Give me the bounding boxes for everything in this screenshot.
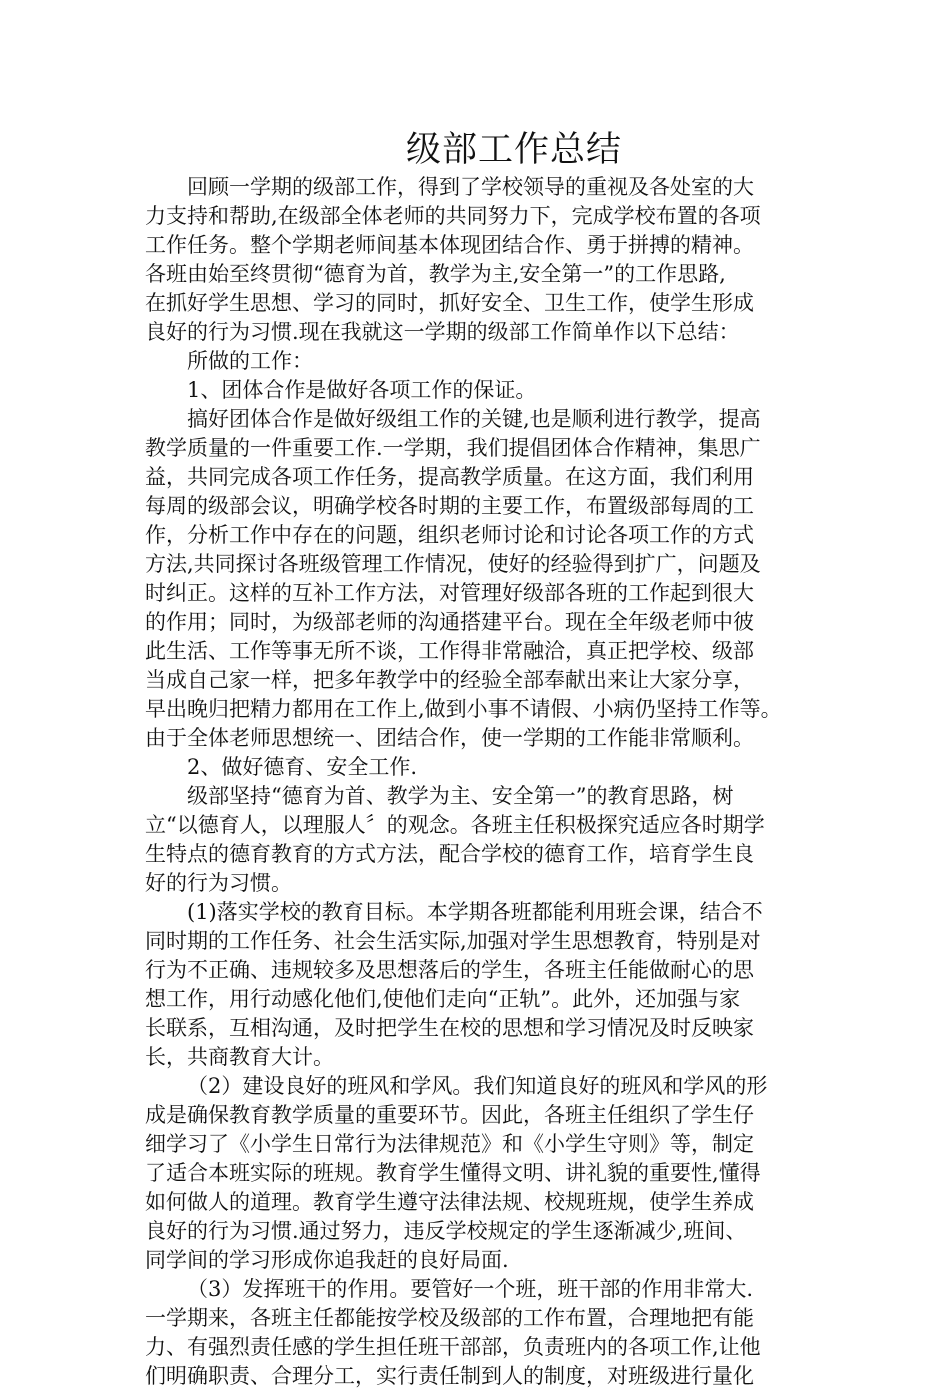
- text-line: 由于全体老师思想统一、团结合作，使一学期的工作能非常顺利。: [145, 726, 754, 750]
- text-line: 立“以德育人，以理服人〞的观念。各班主任积极探究适应各时期学: [145, 813, 765, 837]
- text-line: 一学期来，各班主任都能按学校及级部的工作布置，合理地把有能: [145, 1306, 754, 1330]
- text-line: 早出晚归把精力都用在工作上,做到小事不请假、小病仍坚持工作等。: [145, 697, 782, 721]
- text-line: 回顾一学期的级部工作，得到了学校领导的重视及各处室的大: [187, 175, 754, 199]
- document-title: 级部工作总结: [405, 130, 622, 170]
- text-line: 时纠正。这样的互补工作方法，对管理好级部各班的工作起到很大: [145, 581, 754, 605]
- text-line: 教学质量的一件重要工作.一学期，我们提倡团体合作精神，集思广: [145, 436, 761, 460]
- text-line: 作，分析工作中存在的问题，组织老师讨论和讨论各项工作的方式: [145, 523, 754, 547]
- text-line: 每周的级部会议，明确学校各时期的主要工作，布置级部每周的工: [145, 494, 754, 518]
- text-line: 的作用；同时，为级部老师的沟通搭建平台。现在全年级老师中彼: [145, 610, 754, 634]
- text-line: 们明确职责、合理分工，实行责任制到人的制度，对班级进行量化: [145, 1364, 754, 1388]
- text-line: 细学习了《小学生日常行为法律规范》和《小学生守则》等，制定: [145, 1132, 754, 1156]
- text-line: 长联系，互相沟通，及时把学生在校的思想和学习情况及时反映家: [145, 1016, 754, 1040]
- text-line: 如何做人的道理。教育学生遵守法律法规、校规班规，使学生养成: [145, 1190, 754, 1214]
- document-body: [145, 173, 817, 1391]
- text-line: 级部坚持“德育为首、教学为主、安全第一”的教育思路，树: [187, 784, 734, 808]
- text-line: 力支持和帮助,在级部全体老师的共同努力下，完成学校布置的各项: [145, 204, 761, 228]
- text-line: 想工作，用行动感化他们,使他们走向“正轨”。此外，还加强与家: [145, 987, 741, 1011]
- text-line: (1)落实学校的教育目标。本学期各班都能利用班会课，结合不: [187, 900, 763, 924]
- text-line: 搞好团体合作是做好级组工作的关键,也是顺利进行教学，提高: [187, 407, 761, 431]
- text-line: 1、团体合作是做好各项工作的保证。: [187, 378, 537, 402]
- text-line: 2、做好德育、安全工作.: [187, 755, 418, 779]
- text-line: 方法,共同探讨各班级管理工作情况，使好的经验得到扩广，问题及: [145, 552, 761, 576]
- text-line: 良好的行为习惯.现在我就这一学期的级部工作简单作以下总结：: [145, 320, 740, 344]
- text-line: 各班由始至终贯彻“德育为首，教学为主,安全第一”的工作思路,: [145, 262, 726, 286]
- text-line: 行为不正确、违规较多及思想落后的学生，各班主任能做耐心的思: [145, 958, 754, 982]
- text-line: 成是确保教育教学质量的重要环节。因此，各班主任组织了学生仔: [145, 1103, 754, 1127]
- text-line: （3）发挥班干的作用。要管好一个班，班干部的作用非常大.: [187, 1277, 754, 1301]
- text-line: 所做的工作：: [187, 349, 313, 373]
- text-line: 好的行为习惯。: [145, 871, 292, 895]
- text-line: 良好的行为习惯.通过努力，违反学校规定的学生逐渐减少,班间、: [145, 1219, 747, 1243]
- text-line: 此生活、工作等事无所不谈，工作得非常融洽，真正把学校、级部: [145, 639, 754, 663]
- text-line: 同时期的工作任务、社会生活实际,加强对学生思想教育，特别是对: [145, 929, 761, 953]
- text-line: 工作任务。整个学期老师间基本体现团结合作、勇于拼搏的精神。: [145, 233, 754, 257]
- text-line: 益，共同完成各项工作任务，提高教学质量。在这方面，我们利用: [145, 465, 754, 489]
- text-line: 长，共商教育大计。: [145, 1045, 334, 1069]
- text-line: 了适合本班实际的班规。教育学生懂得文明、讲礼貌的重要性,懂得: [145, 1161, 761, 1185]
- text-line: 在抓好学生思想、学习的同时，抓好安全、卫生工作，使学生形成: [145, 291, 754, 315]
- text-line: （2）建设良好的班风和学风。我们知道良好的班风和学风的形: [187, 1074, 768, 1098]
- text-line: 当成自己家一样，把多年教学中的经验全部奉献出来让大家分享，: [145, 668, 754, 692]
- text-line: 力、有强烈责任感的学生担任班干部部，负责班内的各项工作,让他: [145, 1335, 761, 1359]
- text-line: 同学间的学习形成你追我赶的良好局面.: [145, 1248, 509, 1272]
- text-line: 生特点的德育教育的方式方法，配合学校的德育工作，培育学生良: [145, 842, 754, 866]
